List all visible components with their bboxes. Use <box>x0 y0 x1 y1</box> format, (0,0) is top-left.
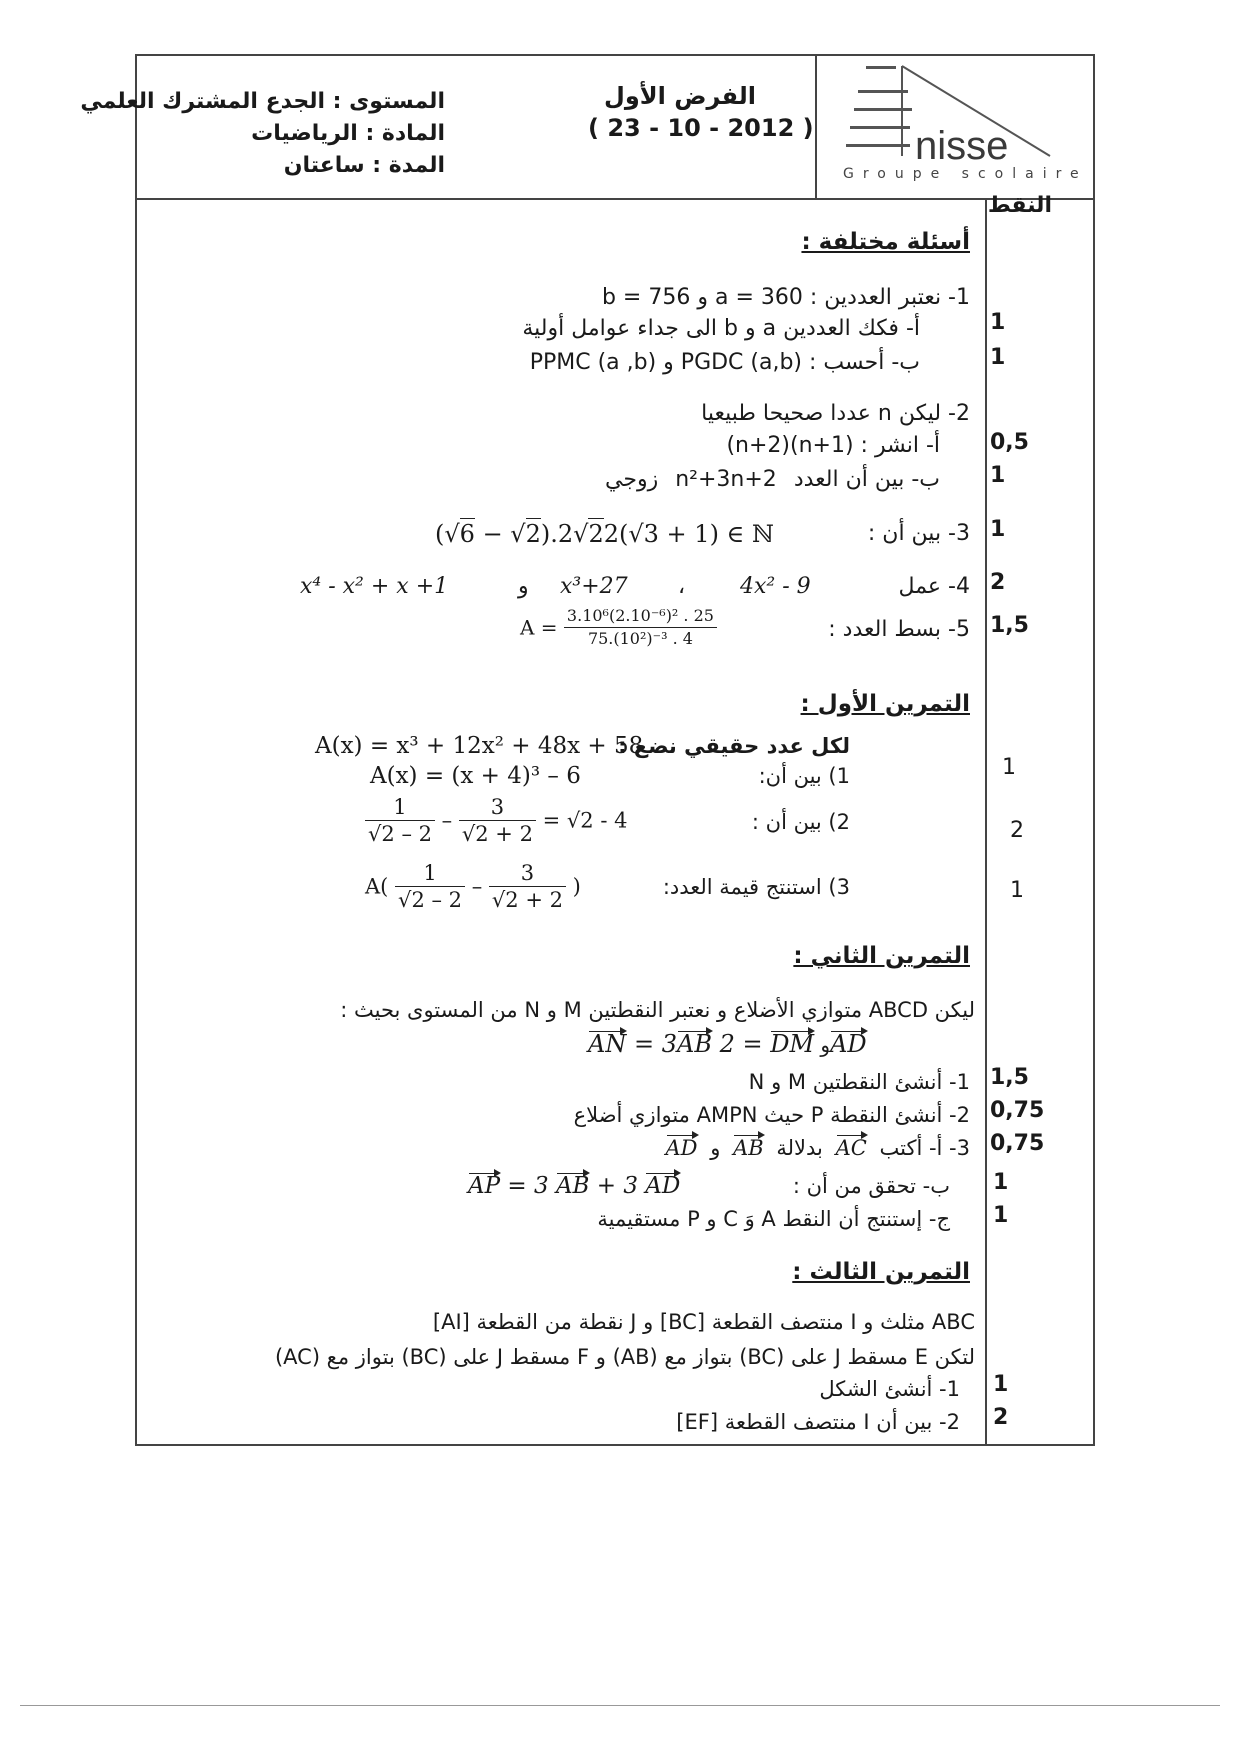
ex1-q3-label: 3) استنتج قيمة العدد: <box>662 875 850 899</box>
points-ex1-1: 1 <box>1002 755 1016 780</box>
section1-q4-label: 4- عمل <box>898 574 970 599</box>
section1-q4-expr3: x⁴ - x² + x +1 <box>300 574 449 599</box>
page-bottom-rule <box>20 1705 1220 1706</box>
section1-q5-label: 5- بسط العدد : <box>828 617 970 642</box>
ex2-q3a-mid: بدلالة <box>776 1136 823 1160</box>
ex3-intro: ABC مثلث و I منتصف القطعة [BC] و J نقطة من القطعة [AI] <box>432 1310 975 1334</box>
points-header: النقط <box>987 193 1052 218</box>
q5-numerator: 3.10⁶(2.10⁻⁶)² . 25 <box>564 605 717 628</box>
ex1-q1-expr: A(x) = (x + 4)³ – 6 <box>370 763 581 789</box>
points-column-divider <box>985 198 987 1446</box>
ex3-q1: 1- أنشئ الشكل <box>819 1377 960 1401</box>
ex2-q3a-label: 3- أ- أكتب <box>879 1136 970 1160</box>
section1-q4-expr1: 4x² - 9 <box>740 574 811 599</box>
level-label: المستوى : الجدع المشترك العلمي <box>80 89 445 114</box>
ex1-title: التمرين الأول : <box>800 691 970 717</box>
points-s1-3: 1 <box>990 517 1006 542</box>
ex2-q3b-expr: AP = 3 AB + 3 AD <box>468 1173 681 1199</box>
points-s1-2b: 1 <box>990 463 1006 488</box>
logo-subtitle: Groupe scolaire <box>843 166 1088 182</box>
and-separator: و <box>518 574 529 599</box>
points-ex2-2: 0,75 <box>990 1098 1045 1123</box>
duration-label: المدة : ساعتان <box>283 153 445 178</box>
header-divider <box>135 198 1095 200</box>
section1-q1: 1- نعتبر العددين : a = 360 و b = 756 <box>601 285 970 310</box>
ex1-q2-label: 2) بين أن : <box>751 810 850 834</box>
ex1-q2-expr: $\frac{1}{√2 - 2}$ – $\frac{3}{√2 + 2}$ = √2 - 4 <box>365 794 627 847</box>
q5-denominator: 75.(10²)⁻³ . 4 <box>587 629 693 648</box>
points-s1-1b: 1 <box>990 345 1006 370</box>
comma-separator: ، <box>678 574 686 599</box>
ex1-intro: لكل عدد حقيقي نضع : <box>618 734 850 758</box>
points-ex2-1: 1,5 <box>990 1065 1029 1090</box>
points-ex2-3b: 1 <box>993 1170 1009 1195</box>
points-ex3-2: 2 <box>993 1405 1009 1430</box>
section1-q1a: أ- فكك العددين a و b الى جداء عوامل أولية <box>522 316 920 341</box>
points-ex1-2: 2 <box>1010 818 1024 843</box>
section1-title: أسئلة مختلفة : <box>801 229 970 255</box>
section1-q4-expr2: x³+27 <box>560 574 628 599</box>
logo-name: nisse <box>915 124 1009 168</box>
section1-q3-label: 3- بين أن : <box>867 521 970 546</box>
points-s1-4: 2 <box>990 570 1006 595</box>
points-s1-2a: 0,5 <box>990 430 1029 455</box>
section1-q2b-text: ب- بين أن العدد <box>793 467 940 492</box>
points-ex2-3c: 1 <box>993 1203 1009 1228</box>
ex1-q3-expr: A( $\frac{1}{√2 - 2}$ – $\frac{3}{√2 + 2}$ ) <box>365 861 581 912</box>
ex3-title: التمرين الثالث : <box>792 1259 970 1285</box>
points-ex1-3: 1 <box>1010 878 1024 903</box>
ex2-q1: 1- أنشئ النقطتين M و N <box>748 1070 970 1094</box>
section1-q2b-expr: n²+3n+2 <box>675 467 777 492</box>
points-s1-5: 1,5 <box>990 613 1029 638</box>
exam-title: الفرض الأول <box>604 82 756 110</box>
ex2-definitions: AN = 3AB و DM = 2 AD <box>588 1030 867 1058</box>
ex1-q1-label: 1) بين أن: <box>758 764 850 788</box>
section1-q3-expr: (√6 − √2).2√22(√3 + 1) ∈ ℕ <box>435 520 774 548</box>
exam-date: ( 23 - 10 - 2012 ) <box>588 114 814 142</box>
section1-q2b <box>605 466 940 494</box>
section1-q2a: أ- انشر : (n+1)(n+2) <box>726 433 940 458</box>
ex1-q2-rhs: = √2 - 4 <box>542 808 628 833</box>
ex3-line2: لتكن E مسقط J على (BC) بتواز مع (AB) و F مسقط J على (BC) بتواز مع (AC) <box>274 1345 975 1369</box>
logo-divider <box>815 54 817 198</box>
section1-q1b: ب- أحسب : PGDC (a,b) و PPMC (a ,b) <box>529 350 920 375</box>
subject-label: المادة : الرياضيات <box>251 121 445 146</box>
ex2-q3a: 3- أ- أكتب AC بدلالة AB و AD <box>665 1136 970 1160</box>
ex2-q3b-label: ب- تحقق من أن : <box>792 1174 950 1198</box>
section1-q3-tail: 2(√3 + 1) ∈ ℕ <box>603 520 774 548</box>
ex2-title: التمرين الثاني : <box>793 943 970 969</box>
ex2-q2: 2- أنشئ النقطة P حيث AMPN متوازي أضلاع <box>573 1103 970 1127</box>
ex1-intro-expr: A(x) = x³ + 12x² + 48x + 58 <box>315 733 644 759</box>
points-s1-1a: 1 <box>990 310 1006 335</box>
section1-q2b-end: زوجي <box>605 467 659 492</box>
ex3-q2: 2- بين أن I منتصف القطعة [EF] <box>676 1410 960 1434</box>
points-ex2-3a: 0,75 <box>990 1131 1045 1156</box>
section1-q2: 2- ليكن n عددا صحيحا طبيعيا <box>701 401 970 426</box>
points-ex3-1: 1 <box>993 1372 1009 1397</box>
section1-q5-expr: A = $\frac{\text{3.10⁶(2.10⁻⁶)² . 25}}{\text{75.(10²)⁻³ . 4}}$ <box>520 605 717 650</box>
ex2-q3c: ج- إستنتج أن النقط A وَ C و P مستقيمية <box>597 1207 950 1231</box>
ex2-intro: ليكن ABCD متوازي الأضلاع و نعتبر النقطتين M و N من المستوى بحيث : <box>340 998 975 1022</box>
